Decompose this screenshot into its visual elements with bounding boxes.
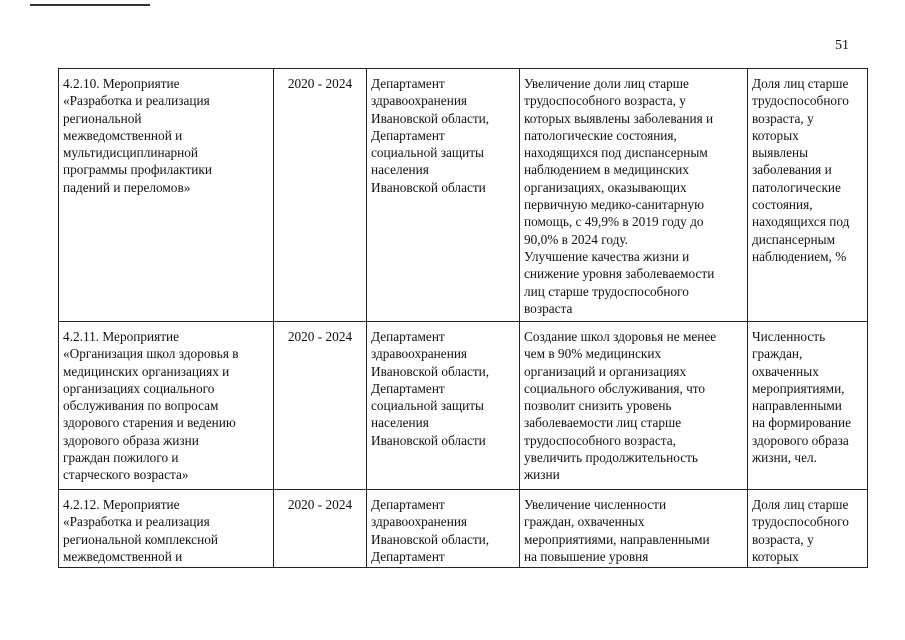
period-cell [274, 490, 367, 568]
measure-cell [59, 322, 274, 490]
executor-cell-line: Ивановской области, [371, 110, 490, 126]
result-cell [520, 322, 748, 490]
indicator-cell-line: на формирование [752, 415, 852, 431]
page-number: 51 [835, 38, 849, 53]
measure-cell-line: здорового образа жизни [63, 432, 199, 448]
measures-table [58, 68, 868, 568]
measure-cell-line: падений и переломов» [63, 179, 191, 195]
period-cell-text: 2020 - 2024 [287, 329, 353, 344]
indicator-cell-line: мероприятиями, [752, 380, 845, 396]
indicator-cell-line: жизни, чел. [752, 450, 817, 466]
table-row [59, 69, 868, 322]
measure-cell-line: мультидисциплинарной [63, 145, 199, 161]
indicator-cell-line: диспансерным [752, 231, 835, 247]
result-cell [520, 490, 748, 568]
executor-cell-line: здравоохранения [371, 93, 468, 109]
measure-cell-line: программы профилактики [63, 162, 212, 178]
result-cell-line: 90,0% в 2024 году. [524, 231, 628, 247]
result-cell-line: организаций и организациях [524, 363, 687, 379]
result-cell-line: социального обслуживания, что [524, 380, 706, 396]
executor-cell-line: Департамент [371, 497, 445, 512]
indicator-cell-line: которых [752, 548, 799, 564]
measure-cell [59, 69, 274, 322]
measure-cell-line: организациях социального [63, 380, 215, 396]
result-cell-line: на повышение уровня [524, 548, 649, 564]
measure-cell-line: 4.2.10. Мероприятие [63, 76, 180, 91]
indicator-cell-line: которых [752, 127, 799, 143]
indicator-cell-line: охваченных [752, 363, 819, 379]
result-cell-line: мероприятиями, направленными [524, 531, 710, 547]
measure-cell-line: «Разработка и реализация [63, 514, 210, 530]
executor-cell-line: населения [371, 162, 429, 178]
measure-cell-line: медицинских организациях и [63, 363, 230, 379]
indicator-cell-line: трудоспособного [752, 514, 849, 530]
executor-cell-line: здравоохранения [371, 514, 468, 530]
measure-cell [59, 490, 274, 568]
result-cell-line: находящихся под диспансерным [524, 145, 708, 161]
result-cell-line: чем в 90% медицинских [524, 346, 662, 362]
measure-cell-line: 4.2.12. Мероприятие [63, 497, 180, 512]
measure-cell-line: межведомственной и [63, 127, 183, 143]
period-cell [274, 322, 367, 490]
indicator-cell-line: выявлены [752, 145, 809, 161]
executor-cell-line: Департамент [371, 76, 445, 91]
executor-cell-line: Ивановской области, [371, 363, 490, 379]
executor-cell-line: Ивановской области [371, 179, 486, 195]
period-cell-text: 2020 - 2024 [287, 76, 353, 91]
indicator-cell-line: Доля лиц старше [752, 497, 849, 512]
indicator-cell-line: патологические [752, 179, 841, 195]
result-cell [520, 69, 748, 322]
indicator-cell-line: находящихся под [752, 214, 850, 230]
measure-cell-line: 4.2.11. Мероприятие [63, 329, 180, 344]
table-row [59, 490, 868, 568]
indicator-cell-line: Численность [752, 329, 826, 344]
period-cell [274, 69, 367, 322]
result-cell-line: Улучшение качества жизни и [524, 248, 690, 264]
result-cell-line: первичную медико-санитарную [524, 197, 705, 213]
indicator-cell-line: наблюдением, % [752, 248, 847, 264]
executor-cell [367, 69, 520, 322]
executor-cell-line: здравоохранения [371, 346, 468, 362]
measure-cell-line: граждан пожилого и [63, 450, 179, 466]
measure-cell-line: региональной комплексной [63, 531, 218, 547]
result-cell-line: Создание школ здоровья не менее [524, 329, 717, 344]
result-cell-line: помощь, с 49,9% в 2019 году до [524, 214, 704, 230]
indicator-cell-line: трудоспособного [752, 93, 849, 109]
result-cell-line: Увеличение численности [524, 497, 667, 512]
measure-cell-line: «Организация школ здоровья в [63, 346, 239, 362]
result-cell-line: организациях, оказывающих [524, 179, 687, 195]
indicator-cell-line: состояния, [752, 197, 813, 213]
indicator-cell-line: здорового образа [752, 432, 849, 448]
executor-cell-line: Департамент [371, 329, 445, 344]
indicator-cell-line: возраста, у [752, 531, 814, 547]
table-row [59, 322, 868, 490]
result-cell-line: жизни [524, 467, 560, 483]
result-cell-line: снижение уровня заболеваемости [524, 266, 715, 282]
result-cell-line: лиц старше трудоспособного [524, 283, 689, 299]
executor-cell-line: Ивановской области, [371, 531, 490, 547]
executor-cell [367, 322, 520, 490]
indicator-cell-line: граждан, [752, 346, 803, 362]
result-cell-line: трудоспособного возраста, [524, 432, 676, 448]
executor-cell-line: социальной защиты [371, 145, 484, 161]
period-cell-text: 2020 - 2024 [287, 497, 353, 512]
result-cell-line: которых выявлены заболевания и [524, 110, 714, 126]
indicator-cell-line: возраста, у [752, 110, 814, 126]
executor-cell-line: Департамент [371, 548, 445, 564]
executor-cell-line: населения [371, 415, 429, 431]
result-cell-line: наблюдением в медицинских [524, 162, 689, 178]
measures-table-body [59, 69, 868, 568]
result-cell-line: патологические состояния, [524, 127, 677, 143]
measure-cell-line: старческого возраста» [63, 467, 189, 483]
result-cell-line: Увеличение доли лиц старше [524, 76, 689, 91]
result-cell-line: позволит снизить уровень [524, 398, 672, 414]
indicator-cell-line: заболевания и [752, 162, 832, 178]
indicator-cell-line: Доля лиц старше [752, 76, 849, 91]
measure-cell-line: «Разработка и реализация [63, 93, 210, 109]
indicator-cell-line: направленными [752, 398, 842, 414]
measure-cell-line: межведомственной и [63, 548, 183, 564]
indicator-cell [748, 322, 868, 490]
indicator-cell [748, 69, 868, 322]
executor-cell-line: Ивановской области [371, 432, 486, 448]
executor-cell-line: Департамент [371, 380, 445, 396]
indicator-cell [748, 490, 868, 568]
executor-cell [367, 490, 520, 568]
measure-cell-line: региональной [63, 110, 142, 126]
executor-cell-line: социальной защиты [371, 398, 484, 414]
measure-cell-line: обслуживания по вопросам [63, 398, 219, 414]
result-cell-line: заболеваемости лиц старше [524, 415, 682, 431]
executor-cell-line: Департамент [371, 127, 445, 143]
header-rule [30, 4, 150, 6]
result-cell-line: возраста [524, 300, 573, 316]
result-cell-line: трудоспособного возраста, у [524, 93, 686, 109]
measure-cell-line: здорового старения и ведению [63, 415, 236, 431]
result-cell-line: увеличить продолжительность [524, 450, 698, 466]
result-cell-line: граждан, охваченных [524, 514, 645, 530]
